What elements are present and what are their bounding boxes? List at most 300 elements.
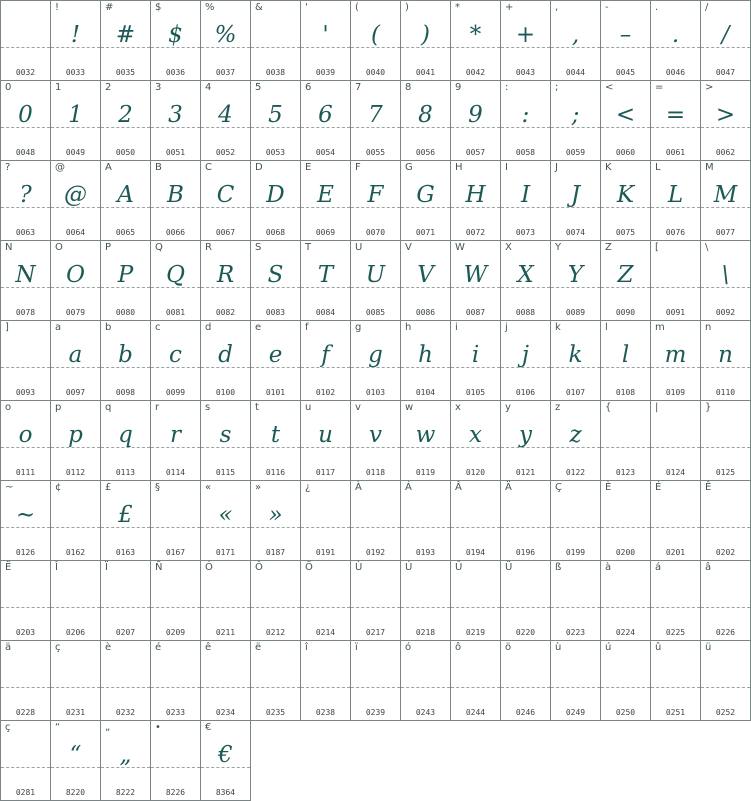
character-label: f — [305, 322, 309, 333]
character-code: 0125 — [715, 468, 736, 477]
character-label: ä — [5, 642, 12, 653]
character-label: Ù — [355, 562, 363, 573]
character-label: Ó — [205, 562, 213, 573]
character-code: 0098 — [115, 388, 136, 397]
character-code: 0068 — [265, 228, 286, 237]
baseline-divider — [1, 687, 50, 688]
character-label: 6 — [305, 82, 312, 93]
baseline-divider — [701, 687, 750, 688]
character-label: . — [655, 2, 659, 13]
baseline-divider — [201, 607, 250, 608]
character-label: ô — [455, 642, 462, 653]
character-label: r — [155, 402, 160, 413]
character-code: 0192 — [365, 548, 386, 557]
character-label: Ü — [505, 562, 513, 573]
baseline-divider — [401, 447, 450, 448]
character-code: 0225 — [665, 628, 686, 637]
character-code: 0110 — [715, 388, 736, 397]
glyph-sample: » — [268, 502, 283, 528]
glyph-cell — [101, 561, 151, 641]
character-label: à — [605, 562, 612, 573]
character-code: 0085 — [365, 308, 386, 317]
character-label: ó — [405, 642, 412, 653]
character-label: % — [205, 2, 215, 13]
glyph-cell — [551, 481, 601, 561]
baseline-divider — [51, 47, 100, 48]
character-label: e — [255, 322, 262, 333]
character-label: â — [705, 562, 712, 573]
glyph-sample: . — [671, 22, 680, 48]
character-code: 0206 — [65, 628, 86, 637]
baseline-divider — [151, 687, 200, 688]
character-code: 0118 — [365, 468, 386, 477]
character-label: i — [455, 322, 458, 333]
character-label: ~ — [5, 482, 14, 493]
baseline-divider — [501, 367, 550, 368]
glyph-cell — [201, 241, 251, 321]
character-code: 0082 — [215, 308, 236, 317]
character-code: 0054 — [315, 148, 336, 157]
character-code: 0200 — [615, 548, 636, 557]
glyph-cell — [651, 81, 701, 161]
glyph-cell — [451, 481, 501, 561]
character-code: 0037 — [215, 68, 236, 77]
glyph-sample: r — [170, 422, 181, 448]
glyph-sample: = — [665, 102, 686, 128]
character-code: 0119 — [415, 468, 436, 477]
character-label: 7 — [355, 82, 362, 93]
character-label: @ — [55, 162, 65, 173]
glyph-cell — [501, 321, 551, 401]
character-label: 3 — [155, 82, 162, 93]
glyph-cell — [101, 81, 151, 161]
character-label: ï — [355, 642, 358, 653]
baseline-divider — [251, 607, 300, 608]
baseline-divider — [151, 607, 200, 608]
glyph-cell — [151, 401, 201, 481]
glyph-sample: 2 — [118, 102, 133, 128]
glyph-cell — [701, 161, 751, 241]
character-label: È — [605, 482, 612, 493]
baseline-divider — [651, 207, 700, 208]
baseline-divider — [651, 47, 700, 48]
glyph-cell — [201, 1, 251, 81]
character-label: l — [605, 322, 608, 333]
character-label: ] — [5, 322, 9, 333]
glyph-cell — [451, 321, 501, 401]
glyph-sample: “ — [69, 742, 82, 768]
glyph-sample: l — [621, 342, 630, 368]
glyph-cell — [251, 321, 301, 401]
glyph-sample: w — [415, 422, 436, 448]
character-code: 0199 — [565, 548, 586, 557]
glyph-cell — [101, 161, 151, 241]
character-code: 0044 — [565, 68, 586, 77]
glyph-sample: < — [615, 102, 636, 128]
character-code: 0061 — [665, 148, 686, 157]
character-code: 0045 — [615, 68, 636, 77]
glyph-cell — [601, 641, 651, 721]
baseline-divider — [101, 687, 150, 688]
glyph-cell — [601, 81, 651, 161]
character-code: 0048 — [15, 148, 36, 157]
baseline-divider — [101, 47, 150, 48]
character-label: 2 — [105, 82, 112, 93]
glyph-cell — [301, 81, 351, 161]
glyph-cell — [201, 561, 251, 641]
character-label: Ö — [305, 562, 313, 573]
character-label: I — [505, 162, 508, 173]
glyph-sample: ? — [19, 182, 32, 208]
glyph-sample: + — [515, 22, 536, 48]
character-label: v — [355, 402, 361, 413]
baseline-divider — [301, 47, 350, 48]
character-label: ' — [305, 2, 308, 13]
character-label: d — [205, 322, 212, 333]
glyph-sample: F — [367, 182, 384, 208]
character-label: M — [705, 162, 714, 173]
baseline-divider — [651, 607, 700, 608]
glyph-sample: 1 — [68, 102, 83, 128]
glyph-sample: A — [117, 182, 134, 208]
baseline-divider — [201, 287, 250, 288]
baseline-divider — [651, 527, 700, 528]
character-code: 0091 — [665, 308, 686, 317]
glyph-cell — [301, 241, 351, 321]
glyph-cell — [251, 241, 301, 321]
glyph-sample: 6 — [318, 102, 333, 128]
glyph-sample: 4 — [218, 102, 233, 128]
glyph-cell — [101, 241, 151, 321]
character-label: ¢ — [55, 482, 62, 493]
baseline-divider — [501, 287, 550, 288]
character-code: 0074 — [565, 228, 586, 237]
glyph-sample: y — [519, 422, 532, 448]
baseline-divider — [401, 207, 450, 208]
character-code: 0226 — [715, 628, 736, 637]
character-label: Â — [455, 482, 462, 493]
character-label: á — [655, 562, 662, 573]
baseline-divider — [451, 607, 500, 608]
character-code: 0111 — [15, 468, 36, 477]
glyph-cell — [601, 561, 651, 641]
glyph-sample: ' — [322, 22, 329, 48]
glyph-cell — [51, 81, 101, 161]
character-label: ê — [205, 642, 212, 653]
character-code: 0202 — [715, 548, 736, 557]
glyph-cell — [601, 401, 651, 481]
glyph-cell — [1, 1, 51, 81]
glyph-cell — [501, 161, 551, 241]
character-code: 0047 — [715, 68, 736, 77]
glyph-sample: e — [268, 342, 283, 368]
baseline-divider — [501, 527, 550, 528]
glyph-cell — [501, 1, 551, 81]
baseline-divider — [151, 367, 200, 368]
baseline-divider — [251, 47, 300, 48]
glyph-cell — [501, 81, 551, 161]
glyph-cell — [501, 561, 551, 641]
baseline-divider — [651, 127, 700, 128]
baseline-divider — [651, 447, 700, 448]
glyph-cell — [351, 481, 401, 561]
glyph-cell — [551, 401, 601, 481]
character-label: £ — [105, 482, 112, 493]
character-code: 0035 — [115, 68, 136, 77]
character-label: 5 — [255, 82, 262, 93]
glyph-cell — [51, 481, 101, 561]
baseline-divider — [701, 527, 750, 528]
glyph-sample: M — [713, 182, 738, 208]
glyph-cell — [551, 561, 601, 641]
glyph-sample: s — [219, 422, 232, 448]
character-label: L — [655, 162, 661, 173]
character-label: ù — [555, 642, 562, 653]
glyph-cell — [351, 401, 401, 481]
character-code: 0032 — [15, 68, 36, 77]
baseline-divider — [501, 447, 550, 448]
baseline-divider — [401, 687, 450, 688]
glyph-cell — [451, 161, 501, 241]
character-label: » — [255, 482, 262, 493]
baseline-divider — [101, 207, 150, 208]
glyph-sample: O — [66, 262, 85, 288]
glyph-sample: m — [664, 342, 687, 368]
character-label: Ñ — [155, 562, 163, 573]
character-label: \ — [705, 242, 709, 253]
character-label: Ê — [705, 482, 712, 493]
character-code: 0102 — [315, 388, 336, 397]
baseline-divider — [451, 287, 500, 288]
character-label: € — [205, 722, 212, 733]
character-label: & — [255, 2, 263, 13]
character-code: 0243 — [415, 708, 436, 717]
glyph-sample: ) — [421, 22, 430, 48]
baseline-divider — [151, 447, 200, 448]
glyph-cell — [701, 561, 751, 641]
glyph-cell — [151, 561, 201, 641]
glyph-sample: I — [520, 182, 531, 208]
baseline-divider — [201, 47, 250, 48]
baseline-divider — [301, 127, 350, 128]
character-code: 0228 — [15, 708, 36, 717]
baseline-divider — [601, 367, 650, 368]
character-code: 0042 — [465, 68, 486, 77]
glyph-sample: g — [368, 342, 383, 368]
character-code: 0232 — [115, 708, 136, 717]
baseline-divider — [451, 127, 500, 128]
baseline-divider — [101, 367, 150, 368]
glyph-cell — [401, 321, 451, 401]
character-code: 0114 — [165, 468, 186, 477]
baseline-divider — [51, 207, 100, 208]
character-label: é — [155, 642, 162, 653]
character-label: ! — [55, 2, 60, 13]
baseline-divider — [201, 367, 250, 368]
baseline-divider — [51, 607, 100, 608]
baseline-divider — [251, 287, 300, 288]
glyph-cell — [251, 561, 301, 641]
character-code: 0081 — [165, 308, 186, 317]
glyph-sample: , — [571, 22, 580, 48]
character-code: 0038 — [265, 68, 286, 77]
character-label: Ú — [405, 562, 413, 573]
character-code: 0089 — [565, 308, 586, 317]
baseline-divider — [1, 447, 50, 448]
character-label: É — [655, 482, 662, 493]
character-code: 0090 — [615, 308, 636, 317]
baseline-divider — [501, 47, 550, 48]
character-label: “ — [55, 722, 61, 733]
glyph-cell — [51, 1, 101, 81]
glyph-sample: „ — [119, 742, 132, 768]
glyph-sample: 9 — [468, 102, 483, 128]
character-label: T — [305, 242, 312, 253]
glyph-cell — [401, 1, 451, 81]
glyph-sample: K — [616, 182, 635, 208]
baseline-divider — [201, 127, 250, 128]
character-code: 0191 — [315, 548, 336, 557]
glyph-cell — [1, 561, 51, 641]
character-code: 0046 — [665, 68, 686, 77]
character-code: 0212 — [265, 628, 286, 637]
glyph-sample: @ — [64, 182, 87, 208]
baseline-divider — [701, 367, 750, 368]
character-label: û — [655, 642, 662, 653]
character-label: s — [205, 402, 211, 413]
baseline-divider — [451, 447, 500, 448]
character-code: 0252 — [715, 708, 736, 717]
character-code: 0055 — [365, 148, 386, 157]
baseline-divider — [351, 367, 400, 368]
character-label: q — [105, 402, 112, 413]
character-label: Û — [455, 562, 463, 573]
glyph-cell — [551, 321, 601, 401]
glyph-cell — [151, 81, 201, 161]
glyph-cell — [151, 161, 201, 241]
character-label: Ë — [5, 562, 12, 573]
baseline-divider — [101, 767, 150, 768]
character-code: 0162 — [65, 548, 86, 557]
baseline-divider — [601, 207, 650, 208]
character-label: F — [355, 162, 361, 173]
glyph-cell — [301, 641, 351, 721]
baseline-divider — [101, 287, 150, 288]
baseline-divider — [551, 447, 600, 448]
character-label: ü — [705, 642, 712, 653]
baseline-divider — [501, 127, 550, 128]
character-code: 0063 — [15, 228, 36, 237]
glyph-sample: C — [216, 182, 235, 208]
glyph-cell — [651, 241, 701, 321]
glyph-sample: S — [267, 262, 284, 288]
glyph-sample: o — [18, 422, 33, 448]
character-label: Ï — [105, 562, 108, 573]
character-code: 0071 — [415, 228, 436, 237]
glyph-sample: – — [619, 22, 632, 48]
character-code: 0065 — [115, 228, 136, 237]
baseline-divider — [451, 47, 500, 48]
glyph-sample: B — [167, 182, 184, 208]
glyph-sample: T — [317, 262, 334, 288]
character-code: 0086 — [415, 308, 436, 317]
character-label: ç — [5, 722, 11, 733]
character-code: 0104 — [415, 388, 436, 397]
baseline-divider — [301, 527, 350, 528]
glyph-cell — [551, 241, 601, 321]
baseline-divider — [301, 207, 350, 208]
character-label: n — [705, 322, 712, 333]
character-label: Y — [555, 242, 562, 253]
character-label: > — [705, 82, 714, 93]
baseline-divider — [551, 127, 600, 128]
character-label: W — [455, 242, 465, 253]
glyph-cell — [651, 161, 701, 241]
character-label: a — [55, 322, 62, 333]
character-label: 0 — [5, 82, 12, 93]
glyph-cell — [1, 81, 51, 161]
glyph-cell — [351, 321, 401, 401]
glyph-sample: 0 — [18, 102, 33, 128]
glyph-cell — [301, 161, 351, 241]
glyph-cell — [701, 401, 751, 481]
character-label: Î — [55, 562, 58, 573]
glyph-cell — [101, 401, 151, 481]
glyph-sample: £ — [118, 502, 133, 528]
character-code: 0079 — [65, 308, 86, 317]
baseline-divider — [51, 767, 100, 768]
character-code: 0052 — [215, 148, 236, 157]
character-code: 0126 — [15, 548, 36, 557]
character-label: ú — [605, 642, 612, 653]
baseline-divider — [201, 687, 250, 688]
baseline-divider — [1, 287, 50, 288]
character-code: 0123 — [615, 468, 636, 477]
glyph-sample: \ — [721, 262, 730, 288]
glyph-cell — [451, 81, 501, 161]
character-code: 0107 — [565, 388, 586, 397]
glyph-sample: x — [469, 422, 482, 448]
character-label: ? — [5, 162, 11, 173]
character-label: - — [605, 2, 609, 13]
baseline-divider — [51, 127, 100, 128]
glyph-cell — [651, 561, 701, 641]
character-label: g — [355, 322, 362, 333]
character-code: 8220 — [65, 788, 86, 797]
glyph-sample: W — [463, 262, 488, 288]
baseline-divider — [251, 527, 300, 528]
character-label: è — [105, 642, 112, 653]
character-code: 0214 — [315, 628, 336, 637]
character-code: 0070 — [365, 228, 386, 237]
character-label: Z — [605, 242, 612, 253]
glyph-sample: X — [517, 262, 534, 288]
glyph-sample: f — [321, 342, 330, 368]
character-code: 0167 — [165, 548, 186, 557]
glyph-cell — [101, 321, 151, 401]
character-code: 8226 — [165, 788, 186, 797]
glyph-sample: v — [369, 422, 382, 448]
baseline-divider — [601, 687, 650, 688]
baseline-divider — [501, 607, 550, 608]
character-label: N — [5, 242, 13, 253]
baseline-divider — [701, 287, 750, 288]
character-label: î — [305, 642, 308, 653]
character-code: 0193 — [415, 548, 436, 557]
character-code: 0239 — [365, 708, 386, 717]
glyph-sample: d — [218, 342, 233, 368]
glyph-cell — [1, 161, 51, 241]
